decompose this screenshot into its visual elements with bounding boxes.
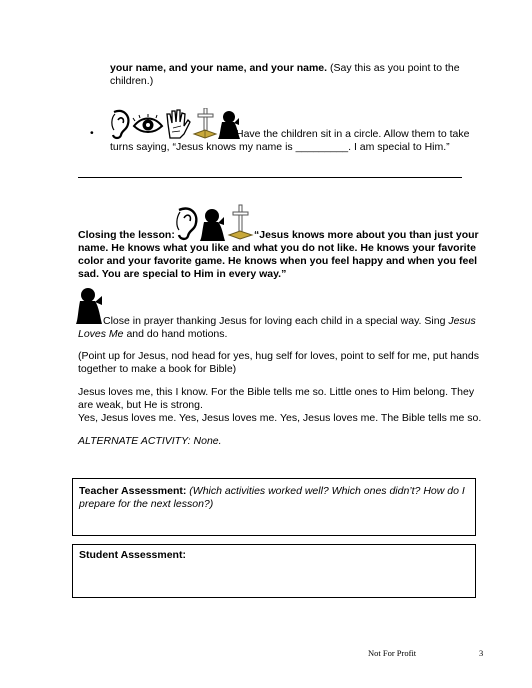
closing-icon-strip <box>175 204 255 242</box>
praying-child-icon <box>200 209 225 241</box>
teacher-assessment-line1 <box>79 485 469 498</box>
footer-page-number: 3 <box>479 648 484 658</box>
prayer-line1-text: Close in prayer thanking Jesus for loving each child in a special way. Sing <box>103 315 449 327</box>
song-line2: are weak, but He is strong. <box>78 399 203 411</box>
teacher-assessment-label: Teacher Assessment: <box>79 485 187 497</box>
ear-icon <box>177 209 196 239</box>
intro-rest-text: (Say this as you point to the children.) <box>110 62 460 87</box>
intro-bold-text: your name, and your name, and your name. <box>110 62 328 74</box>
prayer-line1 <box>103 315 493 328</box>
closing-label: Closing the lesson: <box>78 229 175 241</box>
motions-note-line2: together to make a book for Bible) <box>78 363 237 375</box>
eye-icon <box>133 114 162 132</box>
prayer-song-title-part1: Jesus <box>448 315 476 327</box>
closing-line1: “Jesus knows more about you than just your <box>254 229 479 241</box>
bullet-marker: • <box>90 127 94 139</box>
cross-bible-icon <box>229 205 252 239</box>
prayer-line2-text: and do hand motions. <box>123 328 228 340</box>
teacher-assessment-prompt-line1: (Which activities worked well? Which ones didn’t? How do I <box>186 485 465 497</box>
alternate-activity: ALTERNATE ACTIVITY: None. <box>78 435 222 447</box>
hand-icon <box>167 110 190 138</box>
cross-bible-icon <box>194 108 216 138</box>
song-line3: Yes, Jesus loves me. Yes, Jesus loves me. Yes, Jesus loves me. The Bible tells me so. <box>78 412 482 424</box>
closing-line3: color and your favorite game. He knows when you feel happy and when you feel <box>78 255 478 267</box>
section-divider <box>78 177 462 178</box>
footer-not-for-profit: Not For Profit <box>368 648 417 658</box>
closing-line4: sad. You are special to Him in every way.” <box>78 268 287 280</box>
bullet-text-line2: turns saying, “Jesus knows my name is _________. I am special to Him.” <box>110 141 450 153</box>
student-assessment-box[interactable] <box>72 544 476 598</box>
prayer-icon <box>76 287 106 325</box>
intro-paragraph <box>110 62 470 88</box>
song-line1: Jesus loves me, this I know. For the Bible tells me so. Little ones to Him belong. They <box>78 386 475 398</box>
teacher-assessment-box[interactable] <box>72 478 476 536</box>
activity-icon-strip <box>108 108 240 140</box>
motions-note-line1: (Point up for Jesus, nod head for yes, hug self for loves, point to self for me, put hands <box>78 350 479 362</box>
prayer-song-title-part2: Loves Me <box>78 328 124 340</box>
teacher-assessment-prompt-line2: prepare for the next lesson?) <box>79 498 214 510</box>
closing-line2: name. He knows what you like and what you do not like. He knows your favorite <box>78 242 476 254</box>
prayer-line2 <box>78 328 478 341</box>
praying-child-icon <box>76 288 102 324</box>
student-assessment-label: Student Assessment: <box>79 549 186 561</box>
ear-icon <box>112 111 129 138</box>
bullet-text-line1: Have the children sit in a circle. Allow them to take <box>236 128 470 140</box>
